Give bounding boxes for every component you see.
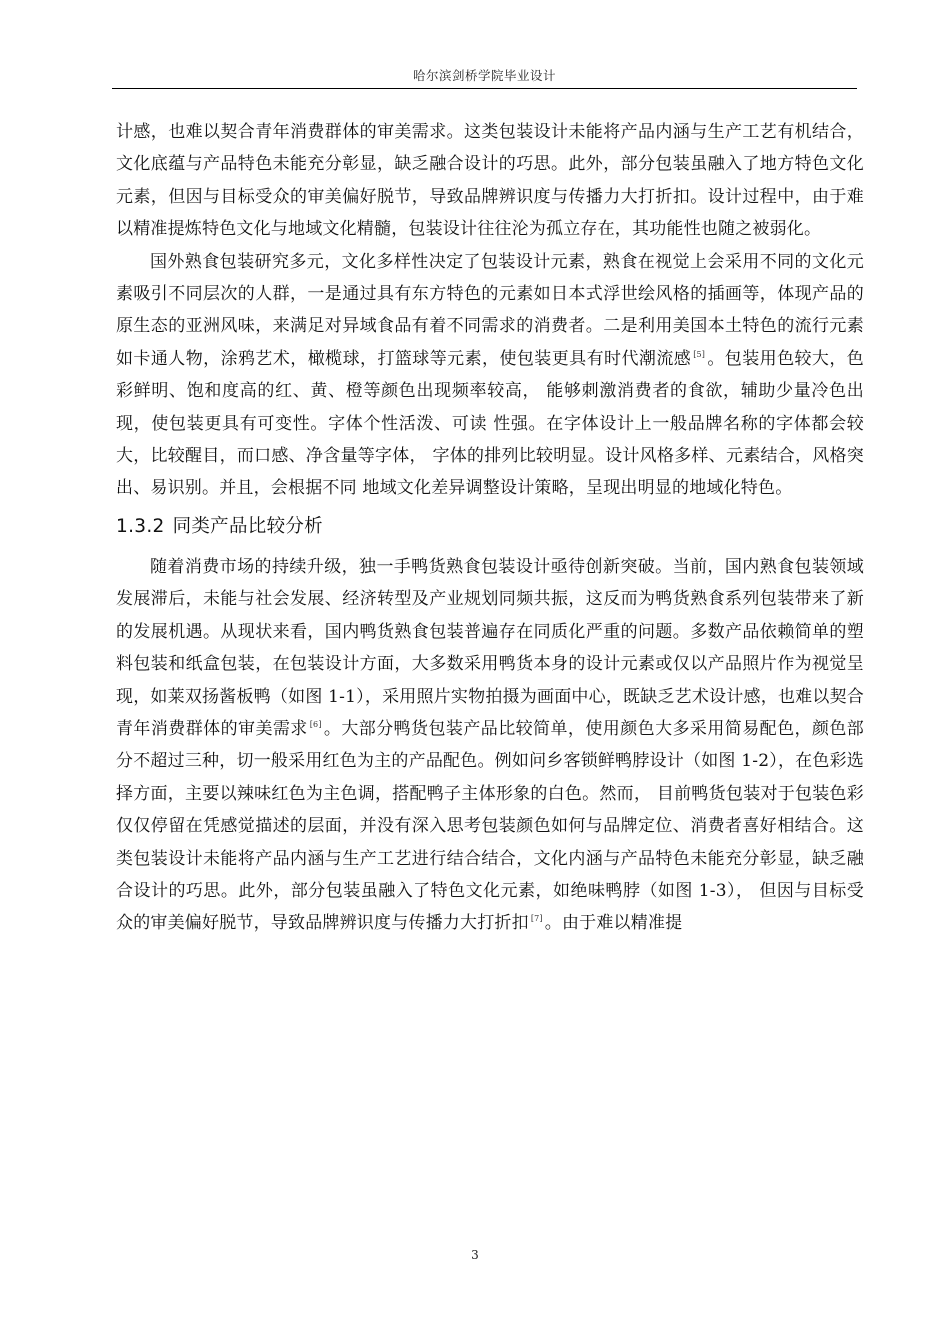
section-title: 同类产品比较分析 <box>172 515 323 537</box>
page-body <box>116 116 864 940</box>
section-number: 1.3.2 <box>116 515 165 537</box>
page-number: 3 <box>471 1248 479 1262</box>
paragraph-text: 国外熟食包装研究多元，文化多样性决定了包装设计元素，熟食在视觉上会采用不同的文化元素吸引不同层次的人群，一是通过具有东方特色的元素如日本式浮世绘风格的插画等，体现产品的原生态的亚洲风味，来满足对异域食品有着不同需求的消费者。二是利用美国本土特色的流行元素如卡通人物，涂鸦艺术，橄榄球，打篮球等元素，使包装更具有时代潮流感 <box>116 251 864 369</box>
paragraph-text: 。包装用色较大，色彩鲜明、饱和度高的红、黄、橙等颜色出现频率较高， 能够刺激消费者的食欲，辅助少量冷色出现，使包装更具有可变性。字体个性活泼、可读 性强。在字体设计上一般品牌名称的字体都会较大，比较醒目，而口感、净含量等字体， 字体的排列比较明显。设计风格多样、元素结合，风格突出、易识别。并且，会根据不同 地域文化差异调整设计策略，呈现出明显的地域化特色。 <box>116 348 864 499</box>
citation-ref-5: [5] <box>693 349 706 359</box>
paragraph-text: 随着消费市场的持续升级，独一手鸭货熟食包装设计亟待创新突破。当前，国内熟食包装领域发展滞后，未能与社会发展、经济转型及产业规划同频共振，这反而为鸭货熟食系列包装带来了新的发展机遇。从现状来看，国内鸭货熟食包装普遍存在同质化严重的问题。多数产品依赖简单的塑料包装和纸盒包装，在包装设计方面，大多数采用鸭货本身的设计元素或仅以产品照片作为视觉呈现，如莱双扬酱板鸭（如图 1-1），采用照片实物拍摄为画面中心，既缺乏艺术设计感，也难以契合青年消费群体的审美需求 <box>116 556 864 739</box>
page-header: 哈尔滨剑桥学院毕业设计 <box>412 68 556 83</box>
section-heading <box>116 512 864 542</box>
paragraph-product-comparison <box>116 551 864 940</box>
paragraph-text: 。大部分鸭货包装产品比较简单，使用颜色大多采用简易配色，颜色部分不超过三种，切一般采用红色为主的产品配色。例如问乡客锁鲜鸭脖设计（如图 1-2），在色彩选择方面，主要以辣味红色为主色调，搭配鸭子主体形象的白色。然而， 目前鸭货包装对于包装色彩仅仅停留在凭感觉描述的层面，并没有深入思考包装颜色如何与品牌定位、消费者喜好相结合。这类包装设计未能将产品内涵与生产工艺进行结合结合，文化内涵与产品特色未能充分彰显，缺乏融合设计的巧思。此外，部分包装虽融入了特色文化元素，如绝味鸭脖（如图 1-3）， 但因与目标受众的审美偏好脱节，导致品牌辨识度与传播力大打折扣 <box>116 718 864 934</box>
paragraph-continued: 计感，也难以契合青年消费群体的审美需求。这类包装设计未能将产品内涵与生产工艺有机结合，文化底蕴与产品特色未能充分彰显，缺乏融合设计的巧思。此外，部分包装虽融入了地方特色文化元素，但因与目标受众的审美偏好脱节，导致品牌辨识度与传播力大打折扣。设计过程中，由于难以精准提炼特色文化与地域文化精髓，包装设计往往沦为孤立存在，其功能性也随之被弱化。 <box>116 122 864 240</box>
paragraph-foreign-packaging <box>116 246 864 505</box>
header-divider <box>112 88 857 89</box>
paragraph-text: 。由于难以精准提 <box>544 913 683 934</box>
citation-ref-7: [7] <box>530 914 543 924</box>
citation-ref-6: [6] <box>309 719 322 729</box>
